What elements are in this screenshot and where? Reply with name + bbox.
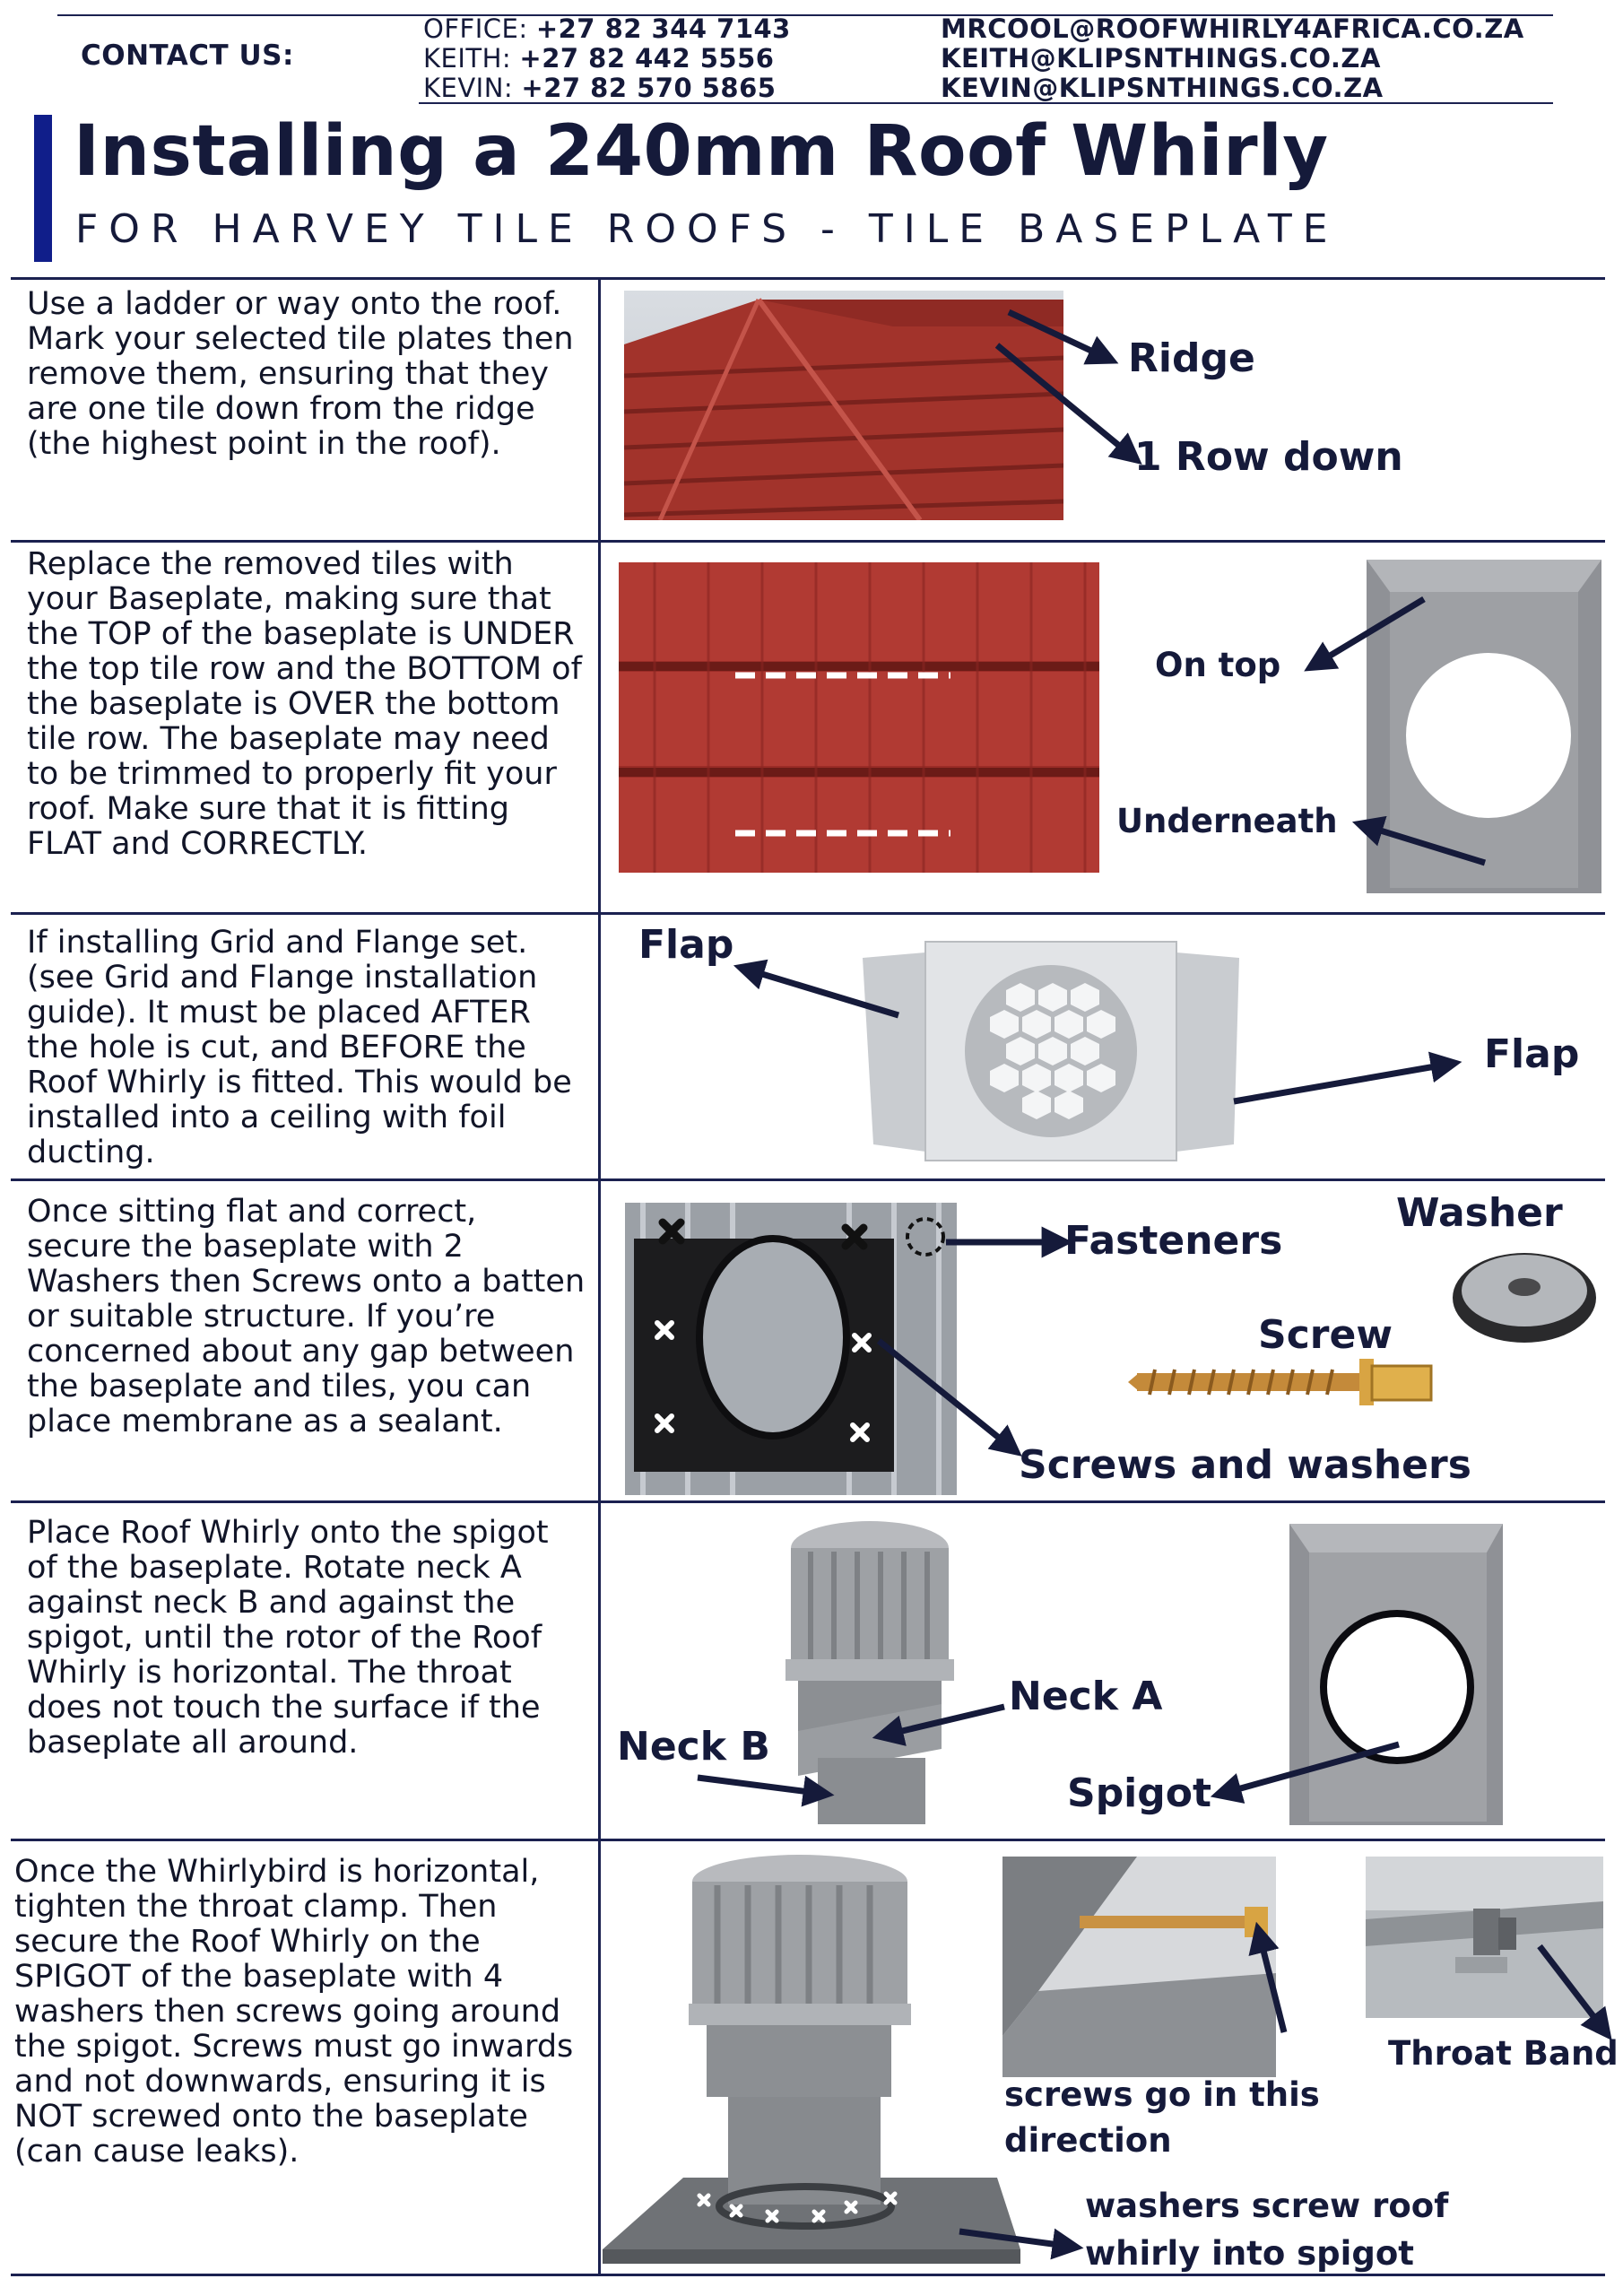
label-spigot: Spigot [1067,1770,1212,1816]
step-4-text: Once sitting flat and correct, secure the baseplate with 2 Washers then Screws onto a batten or suitable structure. If you’re concerned about any gap between the baseplate and tiles, you can place membrane as a sealant. [27,1194,586,1439]
label-on-top: On top [1155,646,1281,684]
label-ridge: Ridge [1128,335,1255,381]
page-subtitle: FOR HARVEY TILE ROOFS - TILE BASEPLATE [75,206,1339,252]
page-title: Installing a 240mm Roof Whirly [74,111,1329,192]
label-1-row-down: 1 Row down [1134,434,1403,480]
arrow-screws-washers [879,1341,1013,1449]
arrow-flap-right [1234,1064,1451,1101]
label-washer: Washer [1396,1190,1563,1236]
step-3-text: If installing Grid and Flange set. (see Grid and Flange installation guide). It must be placed AFTER the hole is cut, and BEFORE the Roof Whirly is fitted. This would be installed into a ceiling with foil ducting. [27,925,572,1170]
step-2-text: Replace the removed tiles with your Baseplate, making sure that the TOP of the baseplate is UNDER the top tile row and the BOTTOM of the baseplate is OVER the bottom tile row. The baseplate may need to be trimmed to properly fit your roof. Make sure that it is fitting FLAT and CORRECTLY. [27,546,582,862]
arrow-underneath [1363,825,1485,863]
phone-keith: KEITH: +27 82 442 5556 [423,43,775,74]
phone-office: OFFICE: +27 82 344 7143 [423,13,791,44]
label-flap-right: Flap [1484,1031,1580,1077]
email-keith[interactable]: KEITH@KLIPSNTHINGS.CO.ZA [941,43,1381,74]
label-neck-b: Neck B [617,1724,770,1770]
arrow-on-top [1314,599,1424,665]
arrow-spigot [1221,1744,1399,1794]
step-6-text: Once the Whirlybird is horizontal, tighten the throat clamp. Then secure the Roof Whirly on the SPIGOT of the baseplate with 4 washers then screws going around the spigot. Screws must go inwards and not downwards, ensuring it is NOT screwed onto the baseplate (can cause leaks). [14,1854,574,2170]
step-5-text: Place Roof Whirly onto the spigot of the baseplate. Rotate neck A against neck B and against the spigot, until the rotor of the Roof Whirly is horizontal. The throat does not touch the surface if the baseplate all around. [27,1515,549,1761]
step-1-text: Use a ladder or way onto the roof. Mark your selected tile plates then remove them, ensuring that they are one tile down from the ridge (the highest point in the roof). [27,286,574,462]
arrow-screw-direction [1259,1933,1284,2032]
label-washers-screw: washers screw roof whirly into spigot [1085,2187,1449,2273]
label-screws-direction: screws go in this direction [1004,2075,1320,2160]
label-neck-a: Neck A [1009,1674,1163,1719]
contact-label: CONTACT US: [81,39,294,72]
label-flap-left: Flap [638,922,734,968]
arrow-neck-b [698,1778,823,1794]
email-kevin[interactable]: KEVIN@KLIPSNTHINGS.CO.ZA [941,73,1384,103]
label-screw: Screw [1258,1312,1393,1358]
email-mrcool[interactable]: MRCOOL@ROOFWHIRLY4AFRICA.CO.ZA [941,13,1524,44]
arrow-row-down [997,345,1133,457]
arrow-flap-left [744,969,898,1015]
label-fasteners: Fasteners [1064,1218,1283,1264]
arrow-ridge [1009,312,1108,359]
phone-kevin: KEVIN: +27 82 570 5865 [423,73,777,103]
label-underneath: Underneath [1116,802,1338,840]
label-throat-band: Throat Band [1388,2034,1619,2073]
arrow-throat-band [1540,1946,1605,2031]
arrow-neck-a [883,1707,1004,1735]
arrow-washers-spigot [959,2231,1072,2247]
label-screws-and-washers: Screws and washers [1019,1442,1471,1488]
